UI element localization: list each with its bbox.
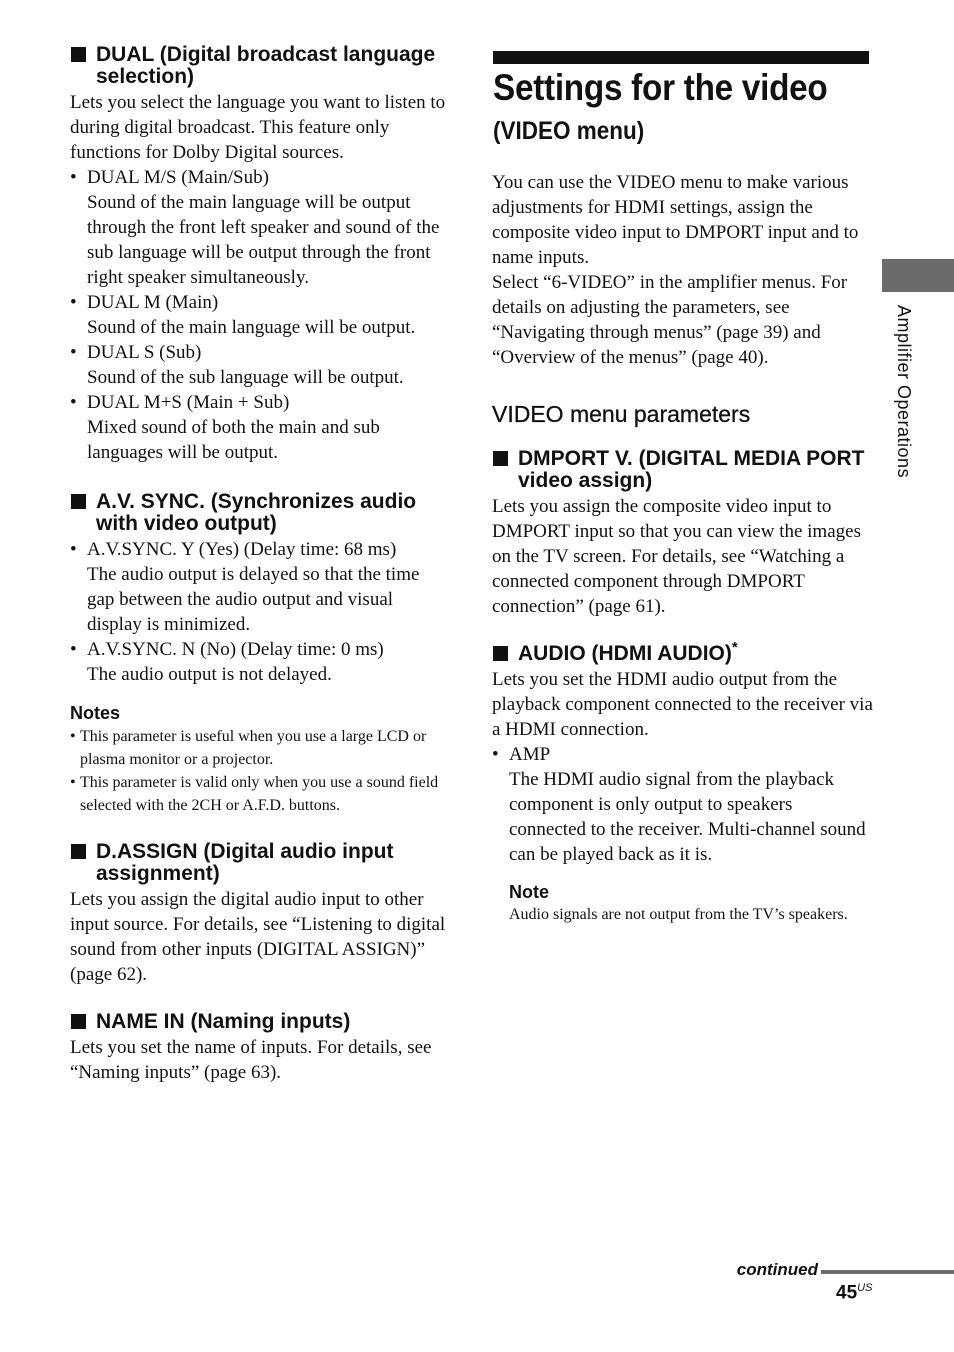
dmport-heading: DMPORT V. (DIGITAL MEDIA PORT video assign) xyxy=(492,448,874,492)
dual-body: Lets you select the language you want to listen to during digital broadcast. This feature only functions for Dolby Digital sources. xyxy=(70,92,446,163)
audio-options xyxy=(492,742,874,867)
notes-list xyxy=(70,725,450,817)
side-section-label: Amplifier Operations xyxy=(894,305,914,479)
list-item: • AMP The HDMI audio signal from the playback component is only output to speakers connected to the receiver. Multi-channel sound can be played back as it is. xyxy=(492,744,866,865)
note-item: • This parameter is valid only when you use a sound field selected with the 2CH or A.F.D. buttons. xyxy=(70,774,439,814)
option-label: DUAL S (Sub) xyxy=(87,342,202,363)
option-label: A.V.SYNC. N (No) (Delay time: 0 ms) xyxy=(87,639,384,660)
intro-paragraph-2: Select “6-VIDEO” in the amplifier menus. For details on adjusting the parameters, see “Navigating through menus” (page 39) and “Overview of the menus” (page 40). xyxy=(492,272,848,368)
note-block xyxy=(492,881,874,926)
dual-options xyxy=(70,165,450,465)
bullet-square-icon xyxy=(71,844,86,859)
option-label: A.V.SYNC. Y (Yes) (Delay time: 68 ms) xyxy=(87,539,397,560)
list-item: • DUAL M/S (Main/Sub) Sound of the main language will be output through the front left speaker and sound of the sub language will be output through the front right speaker simultaneously. xyxy=(70,167,440,288)
option-desc: Sound of the main language will be output through the front left speaker and sound of the sub language will be output through the front right speaker simultaneously. xyxy=(87,192,440,288)
note-title: Note xyxy=(509,882,549,902)
footnote-mark: * xyxy=(731,639,738,656)
note-text: Audio signals are not output from the TV’s speakers. xyxy=(509,906,848,923)
bullet-square-icon xyxy=(71,494,86,509)
bullet-square-icon xyxy=(493,646,508,661)
list-item: • A.V.SYNC. Y (Yes) (Delay time: 68 ms) The audio output is delayed so that the time gap between the audio output and visual display is minimized. xyxy=(70,539,420,635)
page-number: $45^{US}$ xyxy=(836,1282,873,1304)
note-item: • This parameter is useful when you use a large LCD or plasma monitor or a projector. xyxy=(70,728,427,768)
option-label: DUAL M (Main) xyxy=(87,292,219,313)
page-title: Settings for the video xyxy=(493,67,828,108)
avsync-heading: A.V. SYNC. (Synchronizes audio with video output) xyxy=(70,491,450,535)
option-desc: The HDMI audio signal from the playback component is only output to speakers connected to the receiver. Multi-channel sound can be played back as it is. xyxy=(509,769,866,865)
option-desc: Sound of the main language will be output. xyxy=(87,317,416,338)
right-column xyxy=(492,170,874,926)
namein-body: Lets you set the name of inputs. For details, see “Naming inputs” (page 63). xyxy=(70,1037,432,1083)
left-column xyxy=(70,44,450,1085)
section-dmport xyxy=(492,448,874,619)
dmport-body: Lets you assign the composite video input to DMPORT input so that you can view the images on the TV screen. For details, see “Watching a connected component through DMPORT connection” (page 61). xyxy=(492,496,861,617)
section-avsync xyxy=(70,491,450,817)
page-subtitle: (VIDEO menu) xyxy=(493,117,645,145)
list-item: • DUAL M (Main) Sound of the main language will be output. xyxy=(70,292,416,338)
list-item: • DUAL M+S (Main + Sub) Mixed sound of both the main and sub languages will be output. xyxy=(70,392,380,463)
page-suffix: US xyxy=(857,1282,873,1294)
option-desc: Sound of the sub language will be output. xyxy=(87,367,404,388)
option-desc: The audio output is delayed so that the time gap between the audio output and visual display is minimized. xyxy=(87,564,420,635)
list-item: • A.V.SYNC. N (No) (Delay time: 0 ms) The audio output is not delayed. xyxy=(70,639,384,685)
avsync-options xyxy=(70,537,450,687)
option-label: DUAL M+S (Main + Sub) xyxy=(87,392,290,413)
option-desc: The audio output is not delayed. xyxy=(87,664,332,685)
title-rule xyxy=(493,51,869,64)
section-dassign xyxy=(70,841,450,987)
section-tab-marker xyxy=(882,259,954,292)
dual-heading: DUAL (Digital broadcast language selection) xyxy=(70,44,450,88)
notes-title: Notes xyxy=(70,703,121,723)
option-label: DUAL M/S (Main/Sub) xyxy=(87,167,269,188)
option-desc: Mixed sound of both the main and sub languages will be output. xyxy=(87,417,380,463)
option-label: AMP xyxy=(509,744,551,765)
audio-heading: AUDIO (HDMI AUDIO)* xyxy=(492,643,874,665)
list-item: • DUAL S (Sub) Sound of the sub language will be output. xyxy=(70,342,404,388)
namein-heading: NAME IN (Naming inputs) xyxy=(70,1011,450,1033)
audio-body: Lets you set the HDMI audio output from the playback component connected to the receiver via a HDMI connection. xyxy=(492,669,873,740)
params-heading: VIDEO menu parameters xyxy=(492,401,751,427)
bullet-square-icon xyxy=(71,47,86,62)
continued-label: continued xyxy=(736,1260,818,1279)
section-dual xyxy=(70,44,450,465)
intro-paragraph-1: You can use the VIDEO menu to make various adjustments for HDMI settings, assign the composite video input to DMPORT input and to name inputs. xyxy=(492,172,859,268)
dassign-heading: D.ASSIGN (Digital audio input assignment) xyxy=(70,841,450,885)
continued-bar xyxy=(821,1270,954,1274)
dassign-body: Lets you assign the digital audio input to other input source. For details, see “Listening to digital sound from other inputs (DIGITAL ASSIGN)” (page 62). xyxy=(70,889,446,985)
section-namein xyxy=(70,1011,450,1085)
bullet-square-icon xyxy=(71,1014,86,1029)
section-audio xyxy=(492,639,874,926)
bullet-square-icon xyxy=(493,451,508,466)
